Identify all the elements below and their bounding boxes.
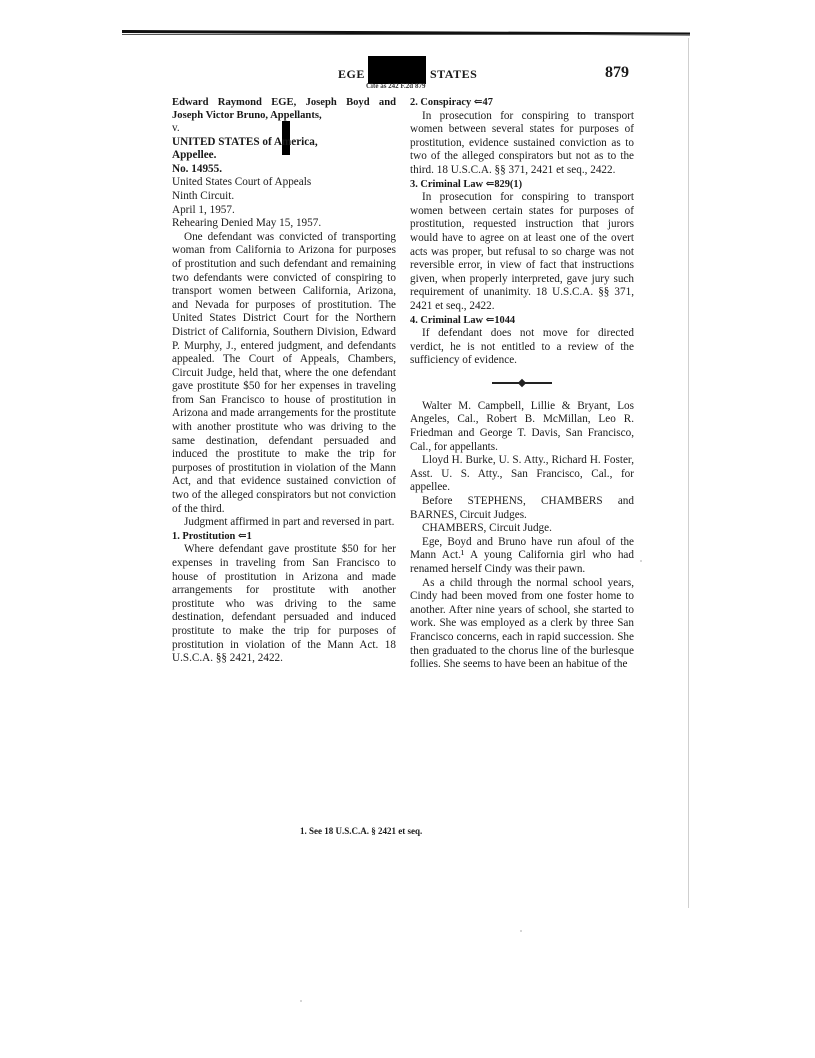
headnote-1-text: Where defendant gave prostitute $50 for her expenses in traveling from San Francisco to house of prostitution in Arizona and made arrangements for prostitute with another prostitute who was driving to the same destination, defendant persuaded and induced prostitute to make the trip for purposes of prostitution in violation of the Mann Act. 18 U.S.C.A. §§ 2421, 2422. [172,543,396,665]
headnote-2-title: 2. Conspiracy ⇐47 [410,97,493,108]
counsel-appellee: Lloyd H. Burke, U. S. Atty., Richard H. Foster, Asst. U. S. Atty., San Francisco, Cal., for appellee. [410,454,634,494]
counsel-appellants: Walter M. Campbell, Lillie & Bryant, Los Angeles, Cal., Robert B. McMillan, Leo R. Friedman and George T. Davis, San Francisco, Cal., for appellants. [410,399,634,453]
scan-speck [520,930,522,932]
redaction-block [368,56,426,84]
docket-number: No. 14955. [172,162,223,175]
right-column [410,96,634,672]
circuit-name: Ninth Circuit. [172,189,235,202]
headnote-4-title: 4. Criminal Law ⇐1044 [410,314,516,326]
header-party-left: EGE [338,67,365,81]
panel-judges: Before STEPHENS, CHAMBERS and BARNES, Circuit Judges. [410,495,634,521]
headnote-3-text: In prosecution for conspiring to transport women between certain states for purposes of prostitution, requested instruction that jurors would have to agree on at least one of the overt acts was proper, but refusal to so charge was not reversible error, in view of fact that instructions given, when properly interpreted, gave jury such requirement of unanimity. 18 U.S.C.A. §§ 371, 2421 et seq., 2422. [410,191,634,312]
decision-date: April 1, 1957. [172,203,235,216]
headnote-2-text: In prosecution for conspiring to transport women between several states for purposes of prostitution, evidence sustained conviction as to two of the alleged conspirators but not as to the third. 18 U.S.C.A. §§ 371, 2421 et seq., 2422. [410,109,634,176]
opinion-author: CHAMBERS, Circuit Judge. [422,522,552,535]
footnote-1: 1. See 18 U.S.C.A. § 2421 et seq. [300,826,423,836]
header-party-right: STATES [430,67,478,81]
scan-speck [640,560,642,562]
appellee-label: Appellee. [172,149,217,162]
appellee-name: UNITED STATES of America, [172,135,318,148]
headnote-3-title: 3. Criminal Law ⇐829(1) [410,178,523,190]
opinion-paragraph-1: Ege, Boyd and Bruno have run afoul of the Mann Act.¹ A young California girl who had renamed herself Cindy was their pawn. [410,535,634,575]
scan-speck [300,1000,302,1002]
top-rule-thin [122,34,690,35]
rehearing-date: Rehearing Denied May 15, 1957. [172,217,322,230]
court-name: United States Court of Appeals [172,176,312,189]
opinion-paragraph-2: As a child through the normal school years, Cindy had been moved from one foster home to another. After nine years of school, she started to work. She was employed as a clerk by three San Francisco concerns, each in rapid succession. She then graduated to the chorus line of the burlesque follies. She seems to have been an habitue of the [410,576,634,671]
syllabus-paragraph: One defendant was convicted of transporting woman from California to Arizona for purposes of prostitution and such defendant and remaining two defendants were convicted of conspiring to transport women between California, Arizona, and Nevada for purposes of prostitution. The United States District Court for the Northern District of California, Southern Division, Edward P. Murphy, J., entered judgment, and defendants appealed. The Court of Appeals, Chambers, Circuit Judge, held that, where the one defendant gave prostitute $50 for her expenses in traveling from San Francisco to house of prostitution in Arizona and made arrangements for the prostitute with another prostitute who was driving to the same destination, defendant persuaded and induced the prostitute to make the trip for purposes of prostitution in violation of the Mann Act, and that evidence sustained conviction of two of the alleged conspirators but not conviction of the third. [172,230,396,515]
versus: v. [172,122,180,134]
headnote-1-title: 1. Prostitution ⇐1 [172,530,252,542]
appellants-caption: Edward Raymond EGE, Joseph Boyd and Joseph Victor Bruno, Appellants, [172,97,396,121]
left-column [172,96,396,666]
headnote-4-text: If defendant does not move for directed verdict, he is not entitled to a review of the sufficiency of evidence. [410,327,634,367]
page-number: 879 [605,64,629,81]
disposition: Judgment affirmed in part and reversed in part. [184,516,395,529]
running-header [0,64,815,94]
scan-edge-line [688,38,689,908]
section-divider [492,382,552,384]
header-citation: Cite as 242 F.2d 879 [366,82,426,90]
